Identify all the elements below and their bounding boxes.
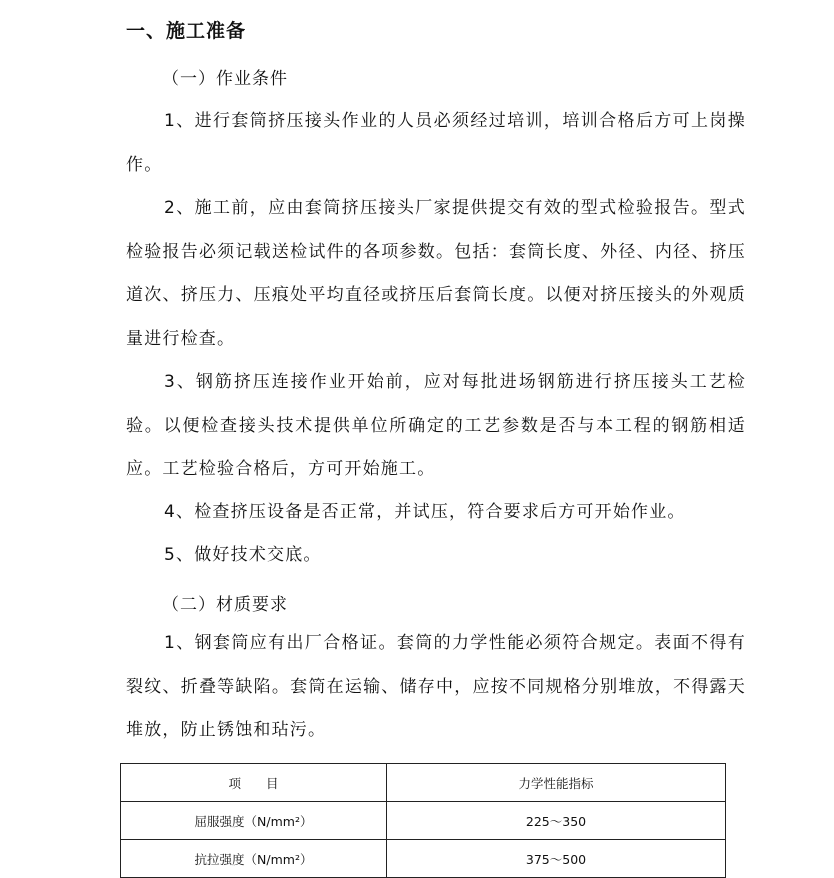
- paragraph-item-2: 2、施工前，应由套筒挤压接头厂家提供提交有效的型式检验报告。型式检验报告必须记载送检试件的各项参数。包括：套筒长度、外径、内径、挤压道次、挤压力、压痕处平均直径或挤压后套筒长度。以便对挤压接头的外观质量进行检查。: [126, 198, 746, 349]
- table-row: [121, 840, 726, 878]
- table-header-row: [121, 764, 726, 802]
- table-cell-value: 375～500: [387, 840, 726, 878]
- paragraph-item-3: 3、钢筋挤压连接作业开始前，应对每批进场钢筋进行挤压接头工艺检验。以便检查接头技术提供单位所确定的工艺参数是否与本工程的钢筋相适应。工艺检验合格后，方可开始施工。: [126, 372, 746, 479]
- paragraph-item-4: 4、检查挤压设备是否正常，并试压，符合要求后方可开始作业。: [164, 502, 686, 522]
- paragraph-material-1: 1、钢套筒应有出厂合格证。套筒的力学性能必须符合规定。表面不得有裂纹、折叠等缺陷。套筒在运输、储存中，应按不同规格分别堆放，不得露天堆放，防止锈蚀和玷污。: [126, 633, 746, 740]
- subsection-title-work-conditions: （一）作业条件: [162, 69, 288, 89]
- table-cell-value: 225～350: [387, 802, 726, 840]
- table-header-index: 力学性能指标: [387, 764, 726, 802]
- table-row: [121, 802, 726, 840]
- section-title: 一、施工准备: [126, 20, 247, 42]
- paragraph-item-5: 5、做好技术交底。: [164, 545, 322, 565]
- paragraph-item-1: 1、进行套筒挤压接头作业的人员必须经过培训，培训合格后方可上岗操作。: [126, 111, 746, 175]
- table-cell-property: 抗拉强度（N/mm²）: [121, 840, 387, 878]
- table-header-item: 项 目: [121, 764, 387, 802]
- subsection-title-material: （二）材质要求: [162, 595, 288, 615]
- table-cell-property: 屈服强度（N/mm²）: [121, 802, 387, 840]
- mechanical-properties-table: [120, 763, 726, 878]
